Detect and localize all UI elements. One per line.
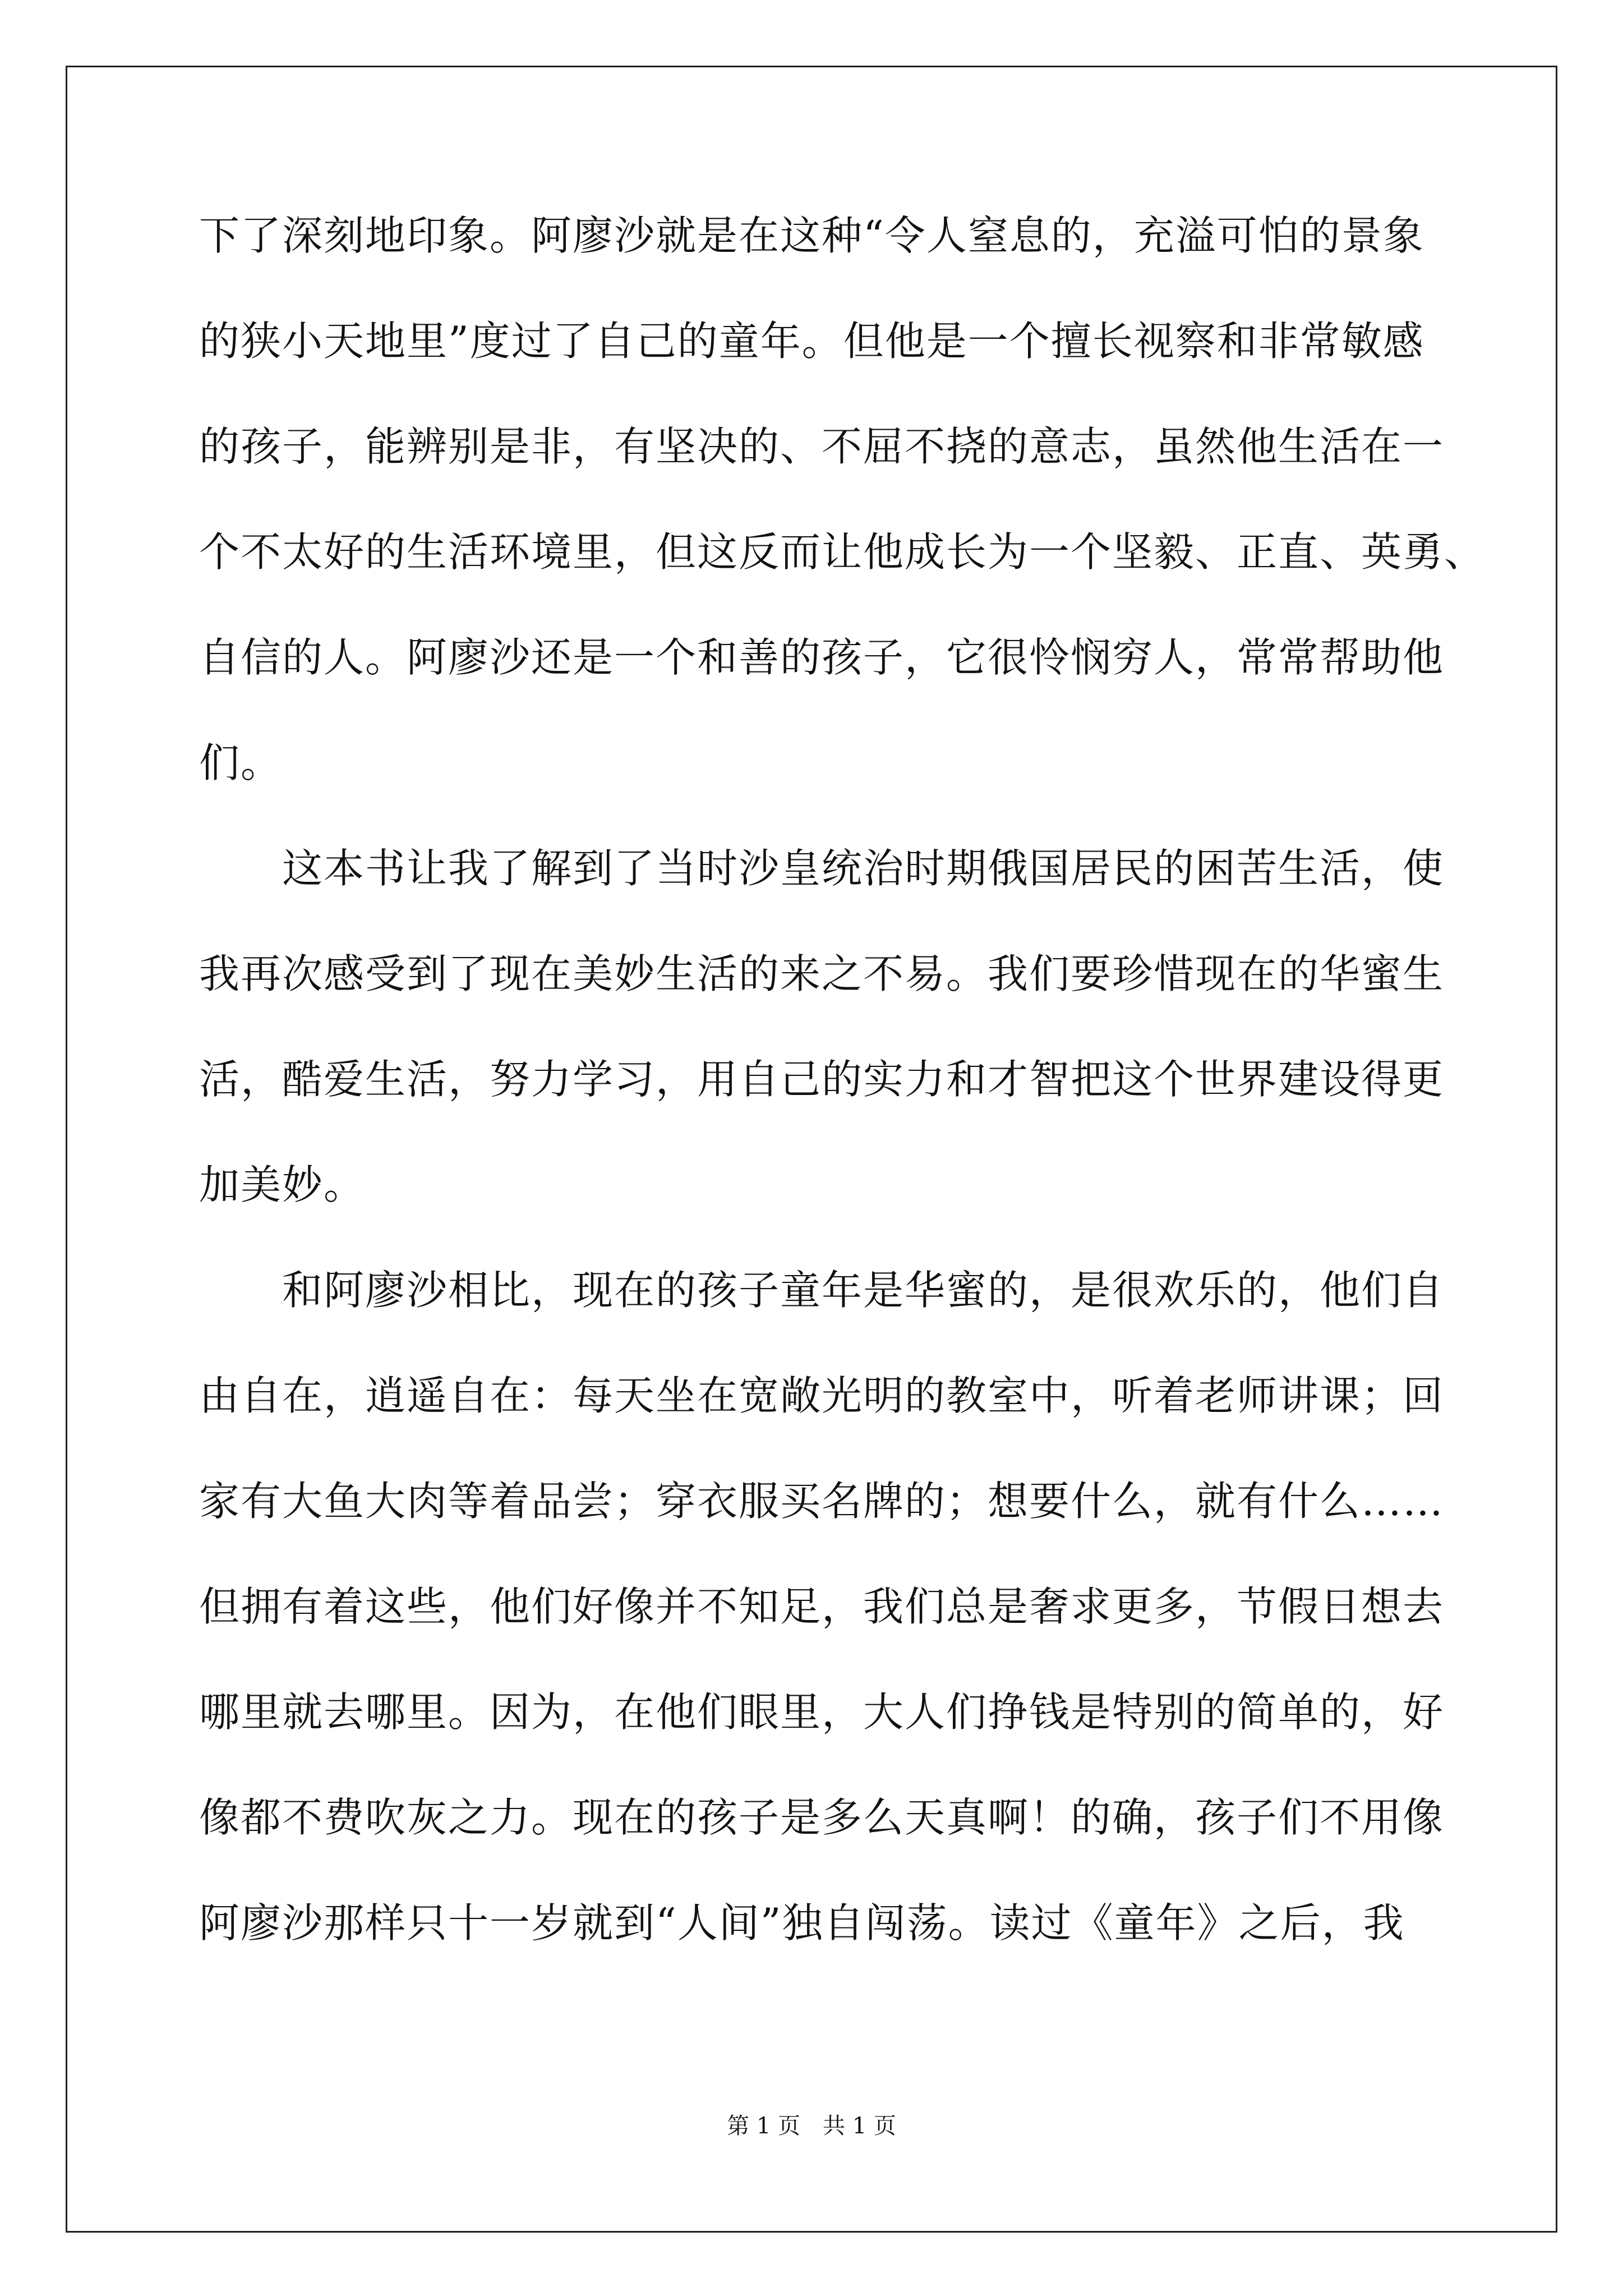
paragraph-first-line: 这本书让我了解到了当时沙皇统治时期俄国居民的困苦生活，使	[282, 845, 1445, 892]
text-line: 哪里就去哪里。因为，在他们眼里，大人们挣钱是特别的简单的，好	[199, 1688, 1445, 1736]
text-line: 阿廖沙那样只十一岁就到“人间”独自闯荡。读过《童年》之后，我	[199, 1899, 1405, 1947]
paragraph-first-line: 和阿廖沙相比，现在的孩子童年是华蜜的，是很欢乐的，他们自	[282, 1267, 1445, 1314]
text-line: 下了深刻地印象。阿廖沙就是在这种“令人窒息的，充溢可怕的景象	[199, 212, 1424, 259]
page-footer: 第 1 页 共 1 页	[727, 2113, 896, 2139]
text-line: 的孩子，能辨别是非，有坚决的、不屈不挠的意志，虽然他生活在一	[199, 423, 1445, 470]
text-line: 但拥有着这些，他们好像并不知足，我们总是奢求更多，节假日想去	[199, 1583, 1445, 1630]
text-line: 由自在，逍遥自在：每天坐在宽敞光明的教室中，听着老师讲课；回	[199, 1372, 1445, 1419]
text-line: 加美妙。	[199, 1161, 366, 1208]
text-line: 我再次感受到了现在美妙生活的来之不易。我们要珍惜现在的华蜜生	[199, 950, 1445, 997]
text-line: 家有大鱼大肉等着品尝；穿衣服买名牌的；想要什么，就有什么……	[199, 1478, 1445, 1525]
text-line: 活，酷爱生活，努力学习，用自己的实力和才智把这个世界建设得更	[199, 1056, 1445, 1103]
text-line: 像都不费吹灰之力。现在的孩子是多么天真啊！的确，孩子们不用像	[199, 1794, 1445, 1841]
text-line: 的狭小天地里”度过了自己的童年。但他是一个擅长视察和非常敏感	[199, 318, 1424, 365]
text-line: 自信的人。阿廖沙还是一个和善的孩子，它很怜悯穷人，常常帮助他	[199, 634, 1445, 681]
text-line: 个不太好的生活环境里，但这反而让他成长为一个坚毅、正直、英勇、	[199, 528, 1486, 576]
text-line: 们。	[199, 739, 283, 786]
